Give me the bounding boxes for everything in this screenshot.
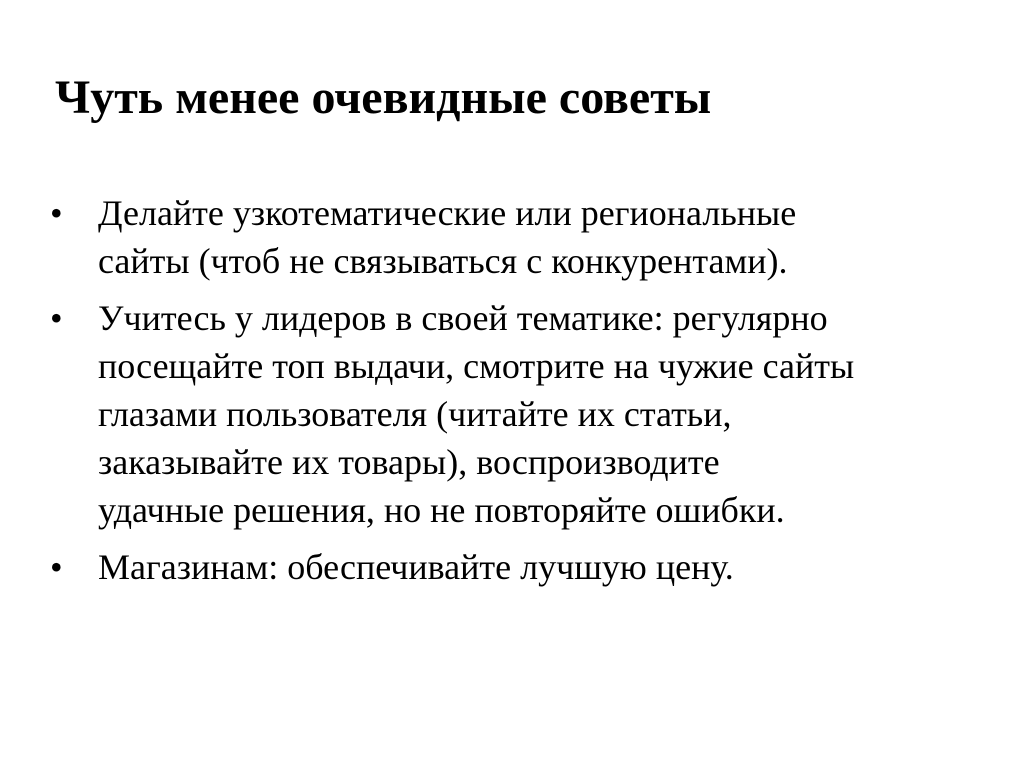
bullet-list	[50, 189, 980, 600]
bullet-dot-icon: •	[50, 193, 63, 233]
bullet-text-line: глазами пользователя (читайте их статьи,	[98, 394, 732, 434]
bullet-text-line: сайты (чтоб не связываться с конкурентами).	[98, 241, 788, 281]
bullet-dot-icon: •	[50, 298, 63, 338]
bullet-text-line: удачные решения, но не повторяйте ошибки.	[98, 490, 785, 530]
bullet-item	[50, 543, 980, 591]
bullet-text-line: Делайте узкотематические или региональные	[98, 193, 797, 233]
bullet-text-line: Учитесь у лидеров в своей тематике: регулярно	[98, 298, 828, 338]
bullet-item	[50, 294, 980, 534]
bullet-text-line: заказывайте их товары), воспроизводите	[98, 442, 720, 482]
bullet-item	[50, 189, 980, 285]
bullet-dot-icon: •	[50, 547, 63, 587]
bullet-text-line: посещайте топ выдачи, смотрите на чужие сайты	[98, 346, 855, 386]
bullet-text-line: Магазинам: обеспечивайте лучшую цену.	[98, 547, 734, 587]
slide-title: Чуть менее очевидные советы	[55, 71, 712, 124]
